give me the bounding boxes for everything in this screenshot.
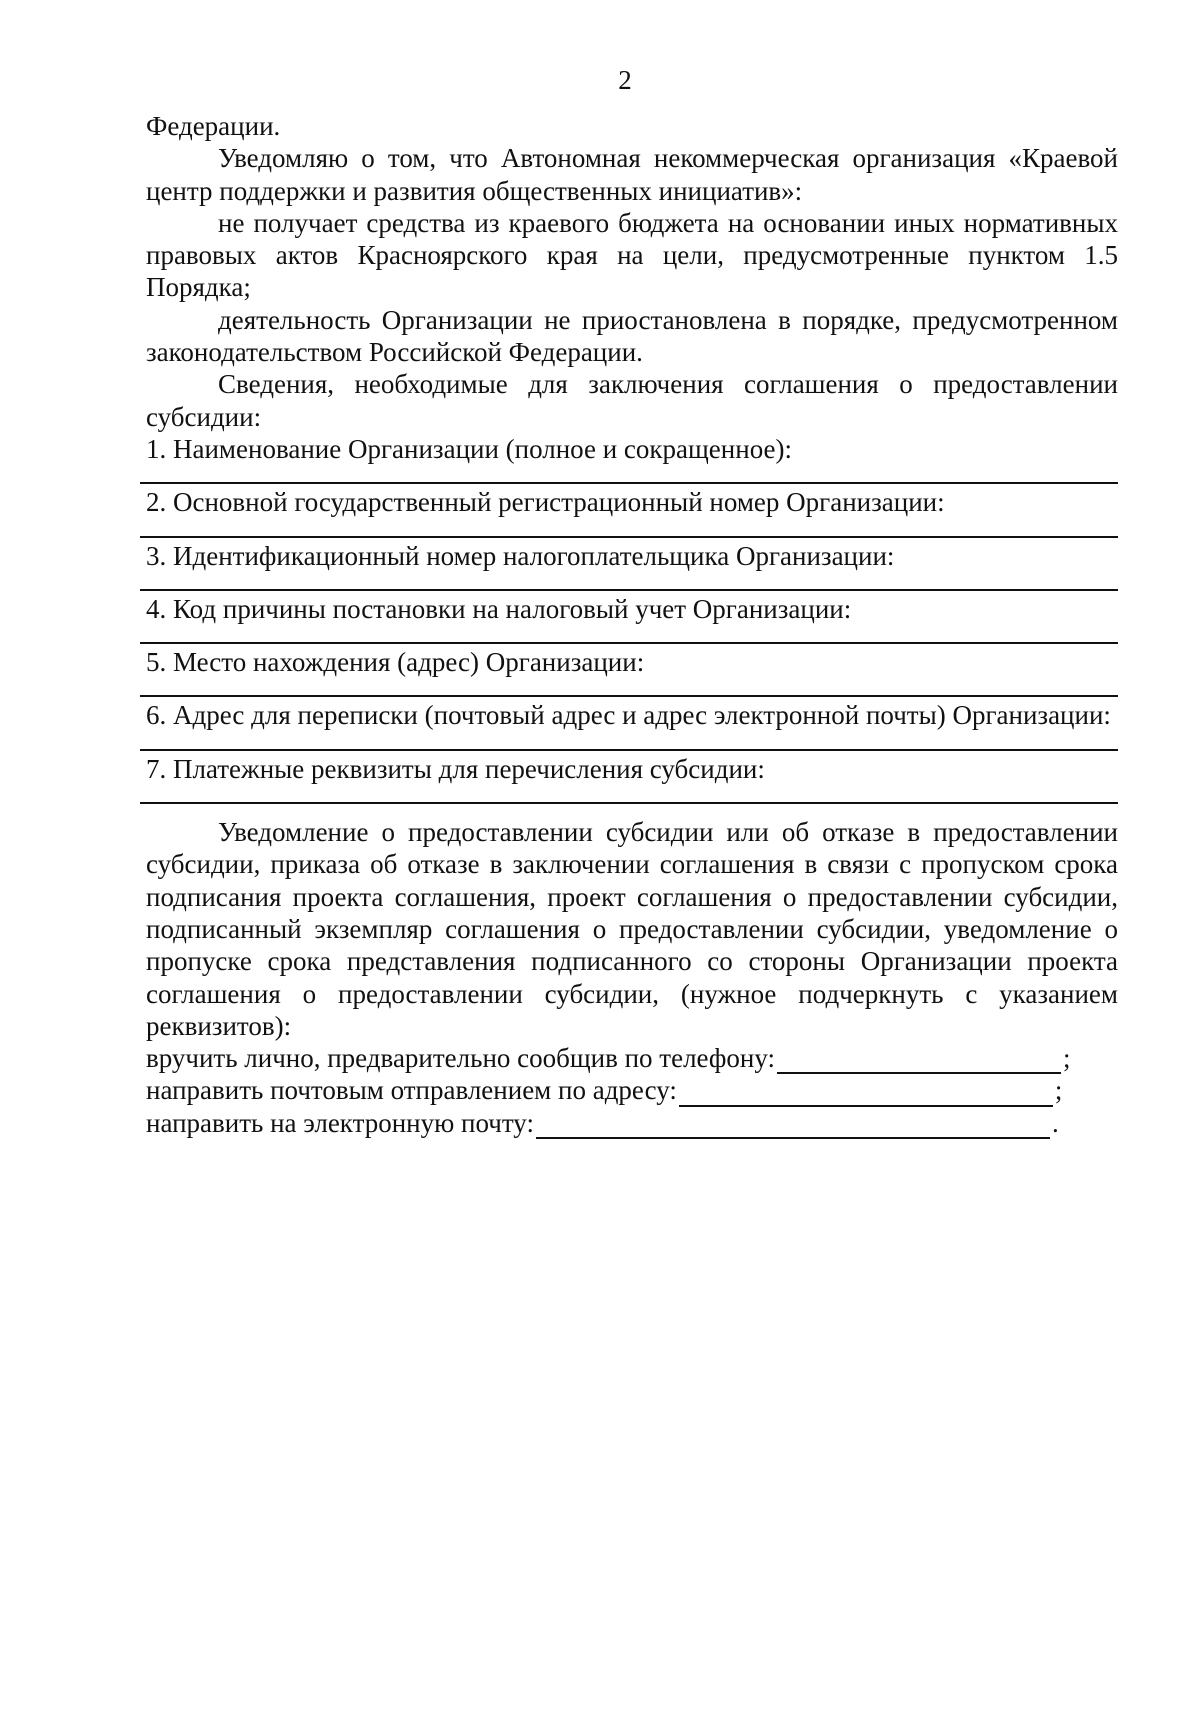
field-fill-line[interactable] — [140, 749, 1118, 751]
page-number: 2 — [618, 65, 632, 95]
continued-text: Федерации. — [146, 111, 281, 141]
field-label: 6. Адрес для переписки (почтовый адрес и адрес электронной почты) Организации: — [146, 700, 1111, 731]
field-fill-line[interactable] — [140, 695, 1118, 697]
field-payment-details — [146, 753, 1118, 804]
delivery-option-in-person — [146, 1042, 1118, 1074]
activity-paragraph: деятельность Организации не приостановлена в порядке, предусмотренном законодательством Российской Федерации. — [146, 304, 1118, 368]
field-ogrn — [146, 486, 1118, 537]
delivery-option-label: вручить лично, предварительно сообщив по телефону: — [146, 1043, 775, 1074]
delivery-option-post — [146, 1074, 1118, 1106]
delivery-paragraph: Уведомление о предоставлении субсидии или об отказе в предоставлении субсидии, приказа об отказе в заключении соглашения в связи с пропуском срока подписания проекта соглашения, проект соглашения о предоставлении субсидии, подписанный экземпляр соглашения о предоставлении субсидии, уведомление о пропуске срока представления подписанного со стороны Организации проекта соглашения о предоставлении субсидии, (нужное подчеркнуть с указанием реквизитов): — [146, 817, 1118, 1041]
delivery-option-blank[interactable] — [777, 1048, 1061, 1074]
field-kpp — [146, 593, 1118, 644]
field-fill-line[interactable] — [140, 642, 1118, 644]
field-fill-line[interactable] — [140, 589, 1118, 591]
delivery-option-email — [146, 1107, 1118, 1139]
delivery-option-end: . — [1051, 1107, 1059, 1138]
field-label: 3. Идентификационный номер налогоплательщика Организации: — [146, 540, 895, 571]
field-label: 1. Наименование Организации (полное и сокращенное): — [146, 433, 792, 464]
delivery-option-end: ; — [1054, 1075, 1063, 1106]
delivery-option-end: ; — [1062, 1043, 1071, 1074]
field-fill-line[interactable] — [140, 802, 1118, 804]
field-label: 5. Место нахождения (адрес) Организации: — [146, 647, 645, 678]
not-receiving-paragraph: не получает средства из краевого бюджета на основании иных нормативных правовых актов Красноярского края на цели, предусмотренные пунктом 1.5 Порядка; — [146, 207, 1118, 303]
notice-paragraph: Уведомляю о том, что Автономная некоммерческая организация «Краевой центр поддержки и развития общественных инициатив»: — [146, 143, 1118, 206]
field-fill-line[interactable] — [140, 536, 1118, 538]
delivery-option-blank[interactable] — [679, 1081, 1053, 1107]
info-heading-paragraph: Сведения, необходимые для заключения соглашения о предоставлении субсидии: — [146, 369, 1118, 432]
field-label: 4. Код причины постановки на налоговый учет Организации: — [146, 593, 852, 624]
document-body — [146, 110, 1118, 1139]
field-organization-name — [146, 433, 1118, 484]
field-label: 2. Основной государственный регистрационный номер Организации: — [146, 487, 945, 518]
field-inn — [146, 540, 1118, 591]
delivery-option-label: направить на электронную почту: — [146, 1107, 534, 1138]
field-address — [146, 646, 1118, 697]
delivery-option-blank[interactable] — [536, 1113, 1050, 1139]
field-mailing-address — [146, 699, 1118, 750]
field-fill-line[interactable] — [140, 482, 1118, 484]
delivery-option-label: направить почтовым отправлением по адресу: — [146, 1075, 677, 1106]
field-label: 7. Платежные реквизиты для перечисления субсидии: — [146, 753, 765, 784]
